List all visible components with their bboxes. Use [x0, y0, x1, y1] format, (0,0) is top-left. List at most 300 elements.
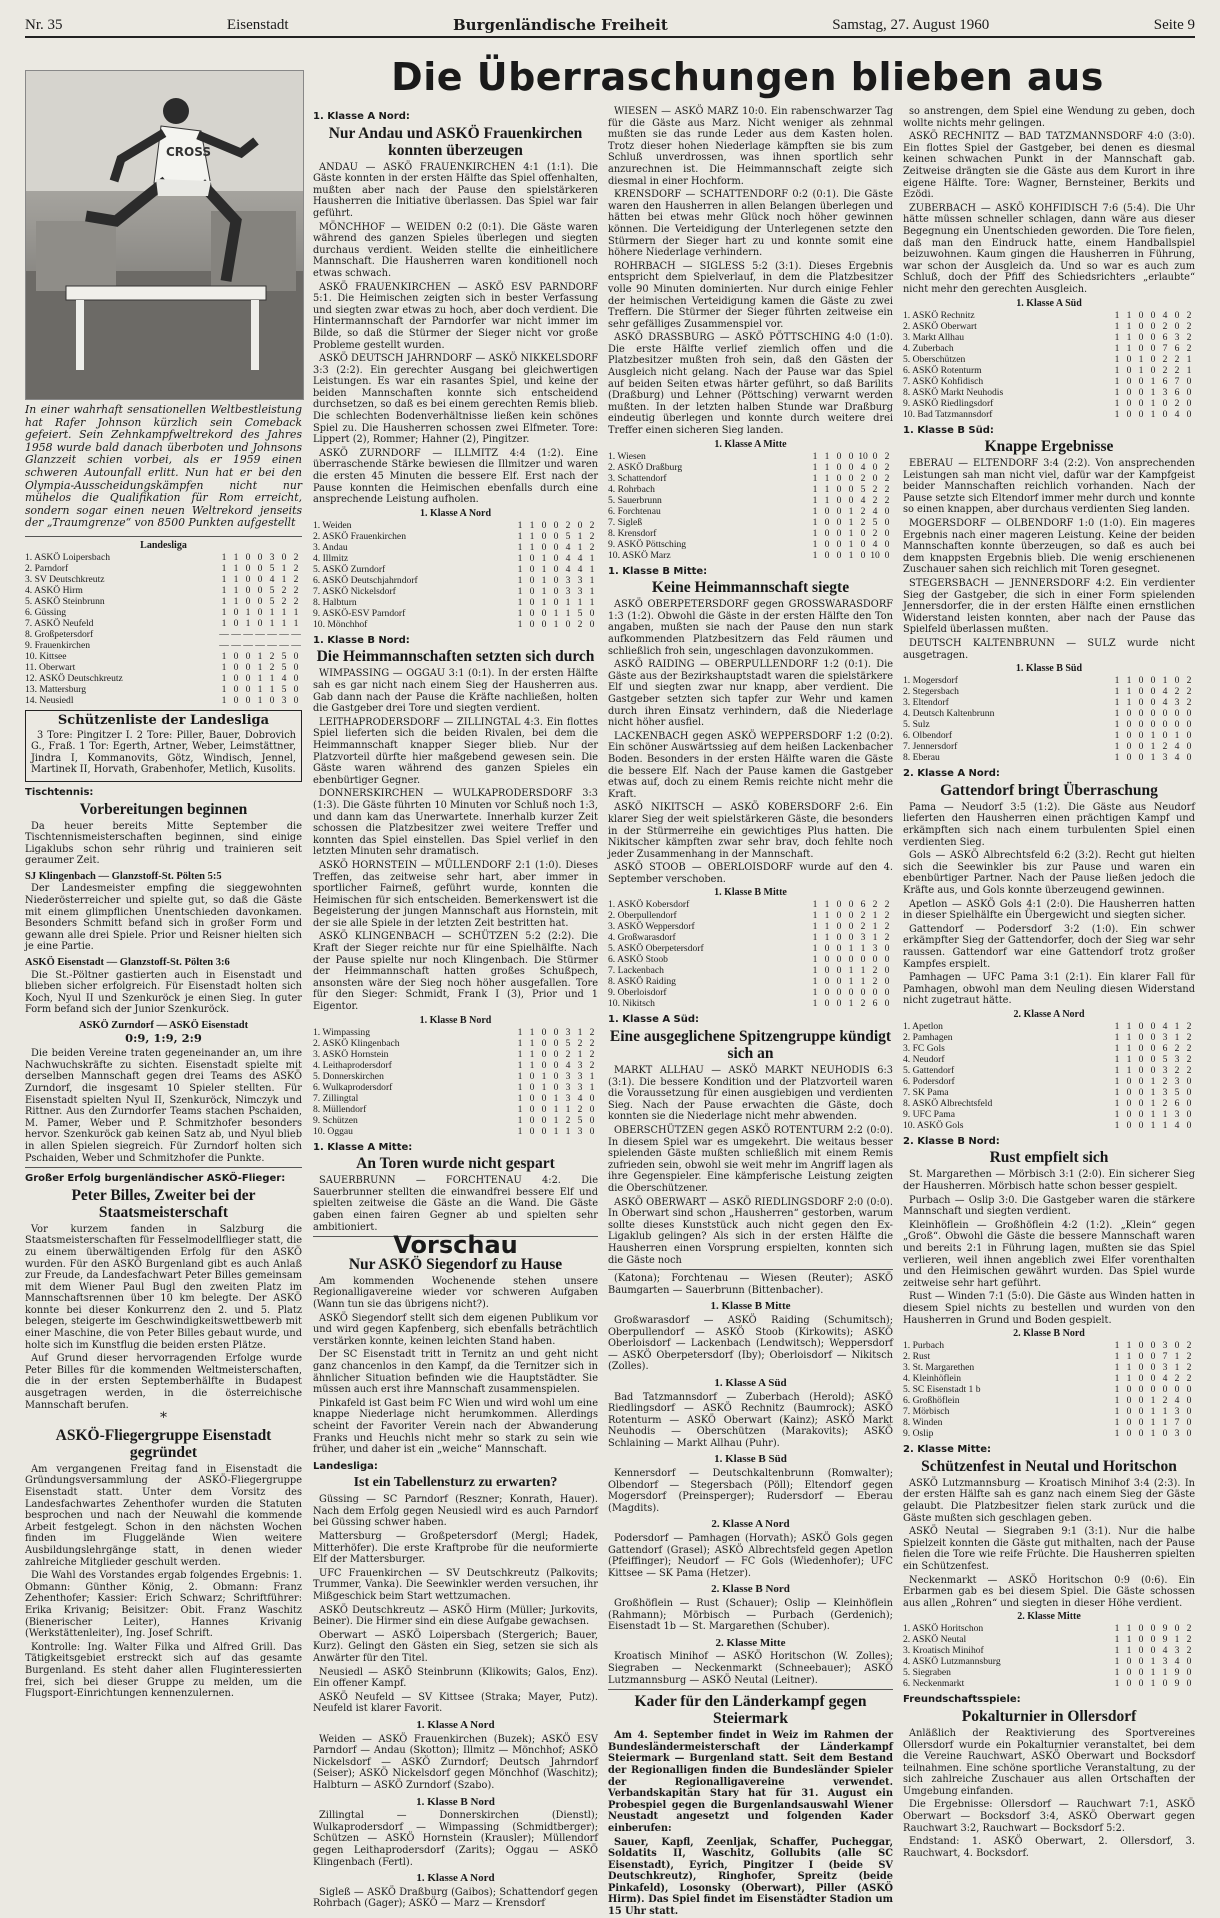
- stat-cell: 4: [1174, 741, 1180, 753]
- stat-cell: 0: [541, 607, 547, 619]
- stat-cell: 0: [860, 954, 866, 966]
- stat-cell: 0: [884, 505, 890, 517]
- article-text: MOGERSDORF — OLBENDORF 1:0 (1:0). Ein mageres Ergebnis nach einer mageren Leistung. Keine der beiden Mannschaften konnte überzeugen, so daß es auch bei dem knappsten Ergebnis blieb. Die wenig erschienenen Zuschauer sahen sich reichlich mit Toren gesegnet.: [903, 518, 1195, 576]
- stat-cell: 0: [293, 683, 299, 695]
- stat-cell: 3: [577, 1070, 583, 1082]
- stat-cell: 3: [1174, 1108, 1180, 1120]
- stat-cell: 1: [1114, 752, 1120, 764]
- stat-cell: 1: [529, 541, 535, 553]
- stat-cell: 5: [872, 516, 878, 528]
- stat-cell: 1: [1174, 1634, 1180, 1646]
- stat-cell: 2: [1162, 1395, 1168, 1407]
- stat-cell: 4: [577, 563, 583, 575]
- stat-cell: 0: [836, 538, 842, 550]
- stat-cell: 1: [517, 1059, 523, 1071]
- table-row: [608, 932, 893, 943]
- stat-cell: 0: [553, 596, 559, 608]
- column-4: [903, 106, 1195, 1859]
- stat-cell: 0: [824, 505, 830, 517]
- article-text: ASKÖ HORNSTEIN — MÜLLENDORF 2:1 (1:0). Dieses Treffen, das zeitweise sehr hart, aber immer in sportlicher Fairneß, geführt wurde, konnten die Heimischen für sich entscheiden. Bemerkenswert ist die Begeisterung der jungen Mannschaft aus Hornstein, mit der sie alle Spiele in der letzten Zeit bestritten hat.: [313, 859, 598, 929]
- stat-cell: 0: [824, 549, 830, 561]
- stat-cell: 2: [1162, 741, 1168, 753]
- article-text: WIESEN — ASKÖ MARZ 10:0. Ein rabenschwarzer Tag für die Gäste aus Marz. Nicht weniger als zehnmal mußten sie das runde Leder aus dem Kasten holen. Trotz dieser hohen Niederlage kämpften sie bis zum Schluß unverdrossen, was ihnen sportlich sehr anzurechnen ist. Die Heimmannschaft zeigte sich diesmal in einer Hochform.: [608, 106, 893, 187]
- team-name: 2. Rust: [903, 1351, 931, 1363]
- stat-cell: 3: [577, 574, 583, 586]
- stat-cell: 6: [1174, 386, 1180, 398]
- article-text: ASKÖ DRASSBURG — ASKÖ PÖTTSCHING 4:0 (1:0). Die erste Hälfte verlief ziemlich offen und die Platzbesitzer mußten froh sein, daß den Gästen der Ausgleich nicht gelang. Nach der Pause war das Spiel auf beiden Seiten etwas härter geführt, so daß Barilits (Draßburg) und Lehner (Pöttsching) verwarnt werden mußten. In der letzten halben Stunde war Draßburg eindeutig überlegen und konnte durch weitere drei Treffer einen sicheren Sieg landen.: [608, 332, 893, 437]
- stat-cell: 1: [541, 585, 547, 597]
- stat-cell: 4: [1162, 309, 1168, 321]
- table-row: [903, 1054, 1195, 1065]
- stat-cell: 3: [269, 551, 275, 563]
- table-row: [608, 495, 893, 506]
- stat-cell: 1: [1114, 1634, 1120, 1646]
- stat-cell: 2: [281, 595, 287, 607]
- stat-cell: 0: [529, 1103, 535, 1115]
- issue-date: Samstag, 27. August 1960: [832, 17, 990, 33]
- table-row: [903, 741, 1195, 752]
- table-klasse-b-sued: [903, 663, 1195, 763]
- stat-cell: 0: [1186, 1417, 1192, 1429]
- table-row: [903, 1032, 1195, 1043]
- stat-cell: 0: [1126, 1395, 1132, 1407]
- stat-cell: 1: [517, 563, 523, 575]
- team-name: 12. ASKÖ Deutschkreutz: [25, 672, 123, 684]
- stat-cell: 0: [1126, 1406, 1132, 1418]
- stat-cell: 5: [577, 607, 583, 619]
- stat-cell: 1: [221, 617, 227, 629]
- stat-cell: 1: [1150, 408, 1156, 420]
- stat-cell: 0: [529, 1092, 535, 1104]
- stat-cell: 0: [245, 661, 251, 673]
- team-name: 10. ASKÖ Marz: [608, 549, 671, 561]
- stat-cell: 0: [836, 899, 842, 911]
- stat-cell: 0: [884, 538, 890, 550]
- stat-cell: 0: [1126, 353, 1132, 365]
- stat-cell: 1: [1114, 1645, 1120, 1657]
- table-row: [313, 564, 598, 575]
- article-heading: An Toren wurde nicht gespart: [356, 1155, 555, 1173]
- stat-cell: 0: [1186, 752, 1192, 764]
- stat-cell: 0: [553, 519, 559, 531]
- article-text: Kontrolle: Ing. Walter Filka und Alfred Grill. Das Tätigkeitsgebiet erstreckt sich auf das gesamte Burgenland. Es steht daher allen Fluginteressierten frei, sich bei dieser Gruppe zu melden, um die Flugsport-Einrichtungen kennenzulernen.: [25, 1641, 302, 1700]
- team-name: 7. Jennersdorf: [903, 741, 958, 753]
- stat-cell: 1: [1126, 1623, 1132, 1635]
- stat-cell: 3: [1162, 1362, 1168, 1374]
- team-name: 4. Rohrbach: [608, 483, 655, 495]
- stat-cell: 0: [1138, 1417, 1144, 1429]
- stat-cell: 1: [1126, 697, 1132, 709]
- team-name: 5. Sulz: [903, 719, 930, 731]
- stat-cell: 1: [1174, 1362, 1180, 1374]
- stat-cell: 9: [1162, 1634, 1168, 1646]
- stat-cell: 0: [553, 1081, 559, 1093]
- stat-cell: 1: [517, 541, 523, 553]
- stat-cell: 2: [293, 551, 299, 563]
- stat-cell: 0: [1150, 1340, 1156, 1352]
- article-text: Podersdorf — Pamhagen (Horvath); ASKÖ Gols gegen Gattendorf (Grasel); ASKÖ Albrechtsfeld gegen Apetlon (Pfeiffinger); Neudorf — FC Gols (Wiedenhofer); UFC Kittsee — SK Pama (Hetzer).: [608, 1533, 893, 1579]
- column-2: [313, 106, 598, 1910]
- stat-cell: 1: [541, 1070, 547, 1082]
- stat-cell: 1: [1150, 1667, 1156, 1679]
- team-name: 1. Wiesen: [608, 450, 646, 462]
- stat-cell: 0: [1150, 708, 1156, 720]
- stat-cell: 2: [589, 519, 595, 531]
- table-row: [903, 365, 1195, 376]
- stat-cell: 0: [1138, 1119, 1144, 1131]
- stat-cell: 5: [269, 584, 275, 596]
- stat-cell: 3: [1162, 1086, 1168, 1098]
- stat-cell: 0: [553, 574, 559, 586]
- article-text: Großwarasdorf — ASKÖ Raiding (Schumitsch); Oberpullendorf — ASKÖ Stoob (Kirkowits); ASKÖ Oberloisdorf — Lackenbach (Lendwitsch); Weppersdorf — ASKÖ Oberpetersdorf (Iby); Oberloisdorf — Nikitsch (Zolles).: [608, 1314, 893, 1373]
- team-name: 8. Winden: [903, 1417, 943, 1429]
- table-row: [313, 542, 598, 553]
- stat-cell: 0: [836, 494, 842, 506]
- stat-cell: 1: [517, 530, 523, 542]
- article-text: Kleinhöflein — Großhöflein 4:2 (1:2). „Klein“ gegen „Groß“. Obwohl die Gäste die bessere Mannschaft waren und bereits 2:1 in Führung lagen, mußten sie das Spiel verlieren, weil ihnen angeblich zwei Elfer vorenthalten und den Heimischen gewährt wurden. Das Spiel wurde zeitweise sehr hart geführt.: [903, 1219, 1195, 1289]
- stat-cell: 0: [1126, 741, 1132, 753]
- table-title: 2. Klasse Mitte: [1017, 1611, 1081, 1623]
- stat-cell: 0: [1162, 730, 1168, 742]
- section-label: 2. Klasse B Nord:: [903, 1135, 1000, 1147]
- stat-cell: 0: [836, 976, 842, 988]
- stat-cell: 2: [293, 562, 299, 574]
- table-row: [903, 1384, 1195, 1395]
- stat-cell: 1: [824, 899, 830, 911]
- stat-cell: 0: [1126, 1075, 1132, 1087]
- article-text: ASKÖ Neufeld — SV Kittsee (Straka; Mayer, Putz). Neufeld ist klarer Favorit.: [313, 1691, 598, 1715]
- stat-cell: 0: [1138, 752, 1144, 764]
- stat-cell: 0: [884, 954, 890, 966]
- stat-cell: —: [267, 628, 277, 640]
- stat-cell: 1: [1114, 708, 1120, 720]
- stat-cell: 0: [1126, 752, 1132, 764]
- stat-cell: 0: [872, 472, 878, 484]
- team-name: 1. ASKÖ Kobersdorf: [608, 899, 690, 911]
- stat-cell: 4: [565, 552, 571, 564]
- stat-cell: 0: [1150, 1020, 1156, 1032]
- preview-group-title: 1. Klasse B Süd: [714, 1453, 787, 1466]
- stat-cell: 1: [1150, 1097, 1156, 1109]
- article-heading: Pokalturnier in Ollersdorf: [961, 1707, 1137, 1725]
- team-name: 8. Krensdorf: [608, 527, 657, 539]
- stat-cell: 0: [541, 1048, 547, 1060]
- stat-cell: 2: [1174, 1042, 1180, 1054]
- stat-cell: 0: [1150, 1064, 1156, 1076]
- preview-group-title: 2. Klasse Mitte: [715, 1636, 786, 1649]
- stat-cell: 0: [541, 1059, 547, 1071]
- section-label: 2. Klasse Mitte:: [903, 1444, 992, 1456]
- stat-cell: 0: [553, 541, 559, 553]
- stat-cell: 0: [884, 516, 890, 528]
- stat-cell: 0: [245, 584, 251, 596]
- stat-cell: 0: [860, 549, 866, 561]
- stat-cell: 4: [1174, 1656, 1180, 1668]
- stat-cell: 0: [541, 541, 547, 553]
- stat-cell: 9: [1174, 1678, 1180, 1690]
- stat-cell: 0: [884, 965, 890, 977]
- team-name: 2. Oberpullendorf: [608, 910, 677, 922]
- stat-cell: 0: [848, 494, 854, 506]
- stat-cell: 1: [281, 606, 287, 618]
- table-row: [903, 1351, 1195, 1362]
- stat-cell: 1: [541, 1081, 547, 1093]
- article-heading: Peter Billes, Zweiter bei der Staatsmeisterschaft: [71, 1186, 256, 1221]
- stat-cell: 0: [541, 1103, 547, 1115]
- stat-cell: 2: [589, 1037, 595, 1049]
- stat-cell: 0: [541, 1037, 547, 1049]
- team-name: 5. Oberschützen: [903, 353, 966, 365]
- stat-cell: 3: [1162, 1031, 1168, 1043]
- stat-cell: 0: [1150, 1031, 1156, 1043]
- stat-cell: 0: [848, 921, 854, 933]
- team-name: 4. ASKÖ Lutzmannsburg: [903, 1656, 1001, 1668]
- stat-cell: 1: [812, 483, 818, 495]
- stat-cell: 1: [848, 549, 854, 561]
- stat-cell: 1: [1174, 1031, 1180, 1043]
- stat-cell: 1: [1126, 1351, 1132, 1363]
- team-name: 4. Neudorf: [903, 1053, 945, 1065]
- stat-cell: 0: [257, 595, 263, 607]
- table-row: [608, 462, 893, 473]
- article-text: LEITHAPRODERSDORF — ZILLINGTAL 4:3. Ein flottes Spiel lieferten sich die beiden Rivalen, bei dem die Heimmannschaft knapper Sieger blieb. Nur der Platzvorteil dürfte hier maßgebend gewesen sein. Die Gäste waren während des ganzen Spieles ein ebenbürtiger Gegner.: [313, 716, 598, 786]
- stat-cell: 2: [884, 910, 890, 922]
- stat-cell: 0: [1138, 1667, 1144, 1679]
- stat-cell: 1: [848, 943, 854, 955]
- table-row: [903, 1623, 1195, 1634]
- stat-cell: 3: [872, 943, 878, 955]
- stat-cell: 1: [589, 596, 595, 608]
- stat-cell: 2: [1162, 1075, 1168, 1087]
- stat-cell: 4: [1174, 752, 1180, 764]
- stat-cell: 1: [1114, 1384, 1120, 1396]
- team-name: 6. Podersdorf: [903, 1075, 955, 1087]
- stat-cell: 3: [565, 1026, 571, 1038]
- stat-cell: 2: [589, 1059, 595, 1071]
- stat-cell: 9: [1162, 1623, 1168, 1635]
- table-row: [25, 585, 302, 596]
- team-name: 9. Oslip: [903, 1428, 934, 1440]
- stat-cell: 0: [1186, 1656, 1192, 1668]
- stat-cell: 1: [1126, 1020, 1132, 1032]
- preview-group-title: 1. Klasse A Nord: [416, 1718, 495, 1731]
- article-text: ASKÖ OBERWART — ASKÖ RIEDLINGSDORF 2:0 (0:0). In Oberwart sind schon „Hausherren“ gestorben, warum sollte dieses Kunststück auch nicht gegen den Ex-Ligaklub gelingen? Als sich in der ersten Hälfte die Hausherren einen Vorsprung erspielten, konnten sich die Gäste noch: [608, 1196, 893, 1266]
- article-text: Mattersburg — Großpetersdorf (Mergl; Hadek, Mitterhöfer). Die erste Kraftprobe für die neuformierte Elf der Mattersburger.: [313, 1531, 598, 1566]
- stat-cell: 0: [884, 987, 890, 999]
- stat-cell: 2: [1186, 686, 1192, 698]
- table-row: [313, 553, 598, 564]
- stat-cell: 0: [1126, 1667, 1132, 1679]
- article-text: ASKÖ Neutal — Siegraben 9:1 (3:1). Nur die halbe Spielzeit konnten die Gäste gut mithalten, nach der Pause fielen die Tore wie reife Früchte. Die Hausherren spielten ein Schützenfest.: [903, 1526, 1195, 1572]
- team-name: 7. SK Pama: [903, 1086, 949, 1098]
- article-text: ASKÖ ZURNDORF — ILLMITZ 4:4 (1:2). Eine überraschende Stärke bewiesen die Illmitzer und waren die ersten 45 Minuten die bessere Elf. Erst nach der Pause konnten die Heimischen ebenfalls durch eine ansprechende Leistung aufholen.: [313, 447, 598, 506]
- stat-cell: 0: [529, 1070, 535, 1082]
- stat-cell: 1: [565, 607, 571, 619]
- stat-cell: 1: [517, 1070, 523, 1082]
- stat-cell: —: [291, 628, 301, 640]
- stat-cell: 4: [269, 573, 275, 585]
- stat-cell: 2: [884, 932, 890, 944]
- stat-cell: 1: [565, 1103, 571, 1115]
- stat-cell: 1: [541, 563, 547, 575]
- town: Eisenstadt: [226, 17, 289, 33]
- stat-cell: 1: [553, 1103, 559, 1115]
- stat-cell: 0: [245, 562, 251, 574]
- article-text: Der SC Eisenstadt tritt in Ternitz an und geht nicht ganz chancenlos in den Kampf, da die Ternitzer sich in ähnlicher Situation befinden wie die Hauptstädter. Sie müssen auch erst ihre Mannschaft zusammenspielen.: [313, 1349, 598, 1396]
- table-row: [313, 1126, 598, 1137]
- stat-cell: 1: [589, 1081, 595, 1093]
- team-name: 1. ASKÖ Horitschon: [903, 1623, 984, 1635]
- stat-cell: 1: [1114, 741, 1120, 753]
- stat-cell: 1: [1114, 1406, 1120, 1418]
- stat-cell: 0: [1150, 719, 1156, 731]
- article-text: UFC Frauenkirchen — SV Deutschkreutz (Palkovits; Trummer, Vanka). Die Seewinkler werden versuchen, ihr Mißgeschick beim Start wettzumachen.: [313, 1567, 598, 1603]
- stat-cell: 1: [221, 573, 227, 585]
- stat-cell: 1: [1114, 686, 1120, 698]
- team-name: 6. Olbendorf: [903, 730, 953, 742]
- stat-cell: 1: [812, 538, 818, 550]
- stat-cell: 1: [1126, 686, 1132, 698]
- stat-cell: 1: [589, 585, 595, 597]
- team-name: 6. Neckenmarkt: [903, 1678, 965, 1690]
- stat-cell: 0: [1138, 1634, 1144, 1646]
- stat-cell: 4: [872, 505, 878, 517]
- stat-cell: 0: [589, 1092, 595, 1104]
- stat-cell: 1: [1162, 1119, 1168, 1131]
- article-text: Kroatisch Minihof — ASKÖ Horitschon (W. Zolles); Siegraben — Neckenmarkt (Schneebauer); ASKÖ Lutzmannsburg — ASKÖ Neutal (Leitner).: [608, 1651, 893, 1686]
- stat-cell: 1: [812, 472, 818, 484]
- stat-cell: 5: [565, 530, 571, 542]
- stat-cell: 0: [1138, 386, 1144, 398]
- divider: [608, 1689, 893, 1690]
- stat-cell: 0: [529, 574, 535, 586]
- stat-cell: 1: [553, 618, 559, 630]
- stat-cell: 0: [1126, 364, 1132, 376]
- issue-number: Nr. 35: [25, 17, 63, 33]
- stat-cell: 4: [1162, 1020, 1168, 1032]
- team-name: 6. ASKÖ Deutschjahrndorf: [313, 574, 418, 586]
- stat-cell: 0: [257, 551, 263, 563]
- stat-cell: 2: [589, 1048, 595, 1060]
- stat-cell: 0: [1138, 309, 1144, 321]
- stat-cell: 0: [884, 976, 890, 988]
- stat-cell: 1: [1114, 1623, 1120, 1635]
- stat-cell: 0: [848, 483, 854, 495]
- team-name: 5. SC Eisenstadt 1 b: [903, 1384, 981, 1396]
- stat-cell: 1: [245, 617, 251, 629]
- stat-cell: 2: [1186, 1064, 1192, 1076]
- stat-cell: 0: [1138, 1362, 1144, 1374]
- stat-cell: 0: [884, 527, 890, 539]
- stat-cell: 2: [860, 472, 866, 484]
- stat-cell: 1: [257, 694, 263, 706]
- stat-cell: 2: [1186, 309, 1192, 321]
- stat-cell: 0: [293, 650, 299, 662]
- table-row: [903, 354, 1195, 365]
- stat-cell: 1: [529, 1059, 535, 1071]
- stat-cell: 0: [1150, 1634, 1156, 1646]
- stat-cell: 0: [1138, 1031, 1144, 1043]
- stat-cell: 0: [233, 672, 239, 684]
- stat-cell: 0: [836, 954, 842, 966]
- stat-cell: 2: [860, 998, 866, 1010]
- stat-cell: 1: [517, 1048, 523, 1060]
- table-row: [313, 1104, 598, 1115]
- stat-cell: 2: [577, 1037, 583, 1049]
- stat-cell: 0: [848, 932, 854, 944]
- stat-cell: 1: [824, 932, 830, 944]
- stat-cell: 0: [1138, 730, 1144, 742]
- stat-cell: 0: [1186, 1086, 1192, 1098]
- stat-cell: 0: [529, 1114, 535, 1126]
- stat-cell: 2: [860, 505, 866, 517]
- table-row: [903, 387, 1195, 398]
- table-row: [903, 730, 1195, 741]
- team-name: 8. Großpetersdorf: [25, 628, 94, 640]
- table-row: [903, 1395, 1195, 1406]
- stat-cell: 6: [860, 899, 866, 911]
- stat-cell: 0: [824, 527, 830, 539]
- stat-cell: 7: [1174, 1417, 1180, 1429]
- stat-cell: 2: [1174, 353, 1180, 365]
- stat-cell: 0: [1150, 1362, 1156, 1374]
- stat-cell: 0: [836, 965, 842, 977]
- stat-cell: 2: [1186, 675, 1192, 687]
- stat-cell: 1: [529, 1026, 535, 1038]
- stat-cell: 0: [1162, 1384, 1168, 1396]
- stat-cell: 2: [565, 519, 571, 531]
- table-row: [25, 695, 302, 706]
- table-row: [903, 1656, 1195, 1667]
- team-name: 5. ASKÖ Steinbrunn: [25, 595, 105, 607]
- table-row: [903, 1428, 1195, 1439]
- table-row: [25, 629, 302, 640]
- table-row: [608, 998, 893, 1009]
- stat-cell: —: [267, 639, 277, 651]
- stat-cell: 6: [1162, 1042, 1168, 1054]
- stat-cell: 0: [848, 472, 854, 484]
- stat-cell: 0: [1138, 1053, 1144, 1065]
- table-row: [608, 965, 893, 976]
- article-text: Bad Tatzmannsdorf — Zuberbach (Herold); ASKÖ Riedlingsdorf — ASKÖ Rechnitz (Baumrock); ASKÖ Rotenturm — ASKÖ Oberwart (Kainz); ASKÖ Markt Neuhodis — Oberschützen (Marakovits); ASKÖ Schlaining — Markt Allhau (Puhr).: [608, 1391, 893, 1449]
- stat-cell: 1: [1126, 1362, 1132, 1374]
- stat-cell: 2: [884, 899, 890, 911]
- team-name: 3. Markt Allhau: [903, 331, 965, 343]
- article-text: ASKÖ Siegendorf stellt sich dem eigenen Publikum vor und wird gegen Kapfenberg, sich ebenfalls beträchtlich verstärken konnte, keinen leichten Stand haben.: [313, 1312, 598, 1347]
- stat-cell: 0: [1138, 375, 1144, 387]
- stat-cell: 0: [541, 530, 547, 542]
- stat-cell: 0: [1138, 1042, 1144, 1054]
- stat-cell: 1: [1138, 353, 1144, 365]
- stat-cell: 1: [824, 910, 830, 922]
- table-row: [903, 1076, 1195, 1087]
- article-text: Sigleß — ASKÖ Draßburg (Gaibos); Schattendorf gegen Rohrbach (Gager); ASKÖ — Marz — Krensdorf: [313, 1886, 598, 1910]
- stat-cell: 0: [529, 585, 535, 597]
- stat-cell: 0: [836, 921, 842, 933]
- stat-cell: 0: [245, 694, 251, 706]
- stat-cell: 0: [848, 899, 854, 911]
- stat-cell: 9: [1174, 1667, 1180, 1679]
- stat-cell: 0: [1138, 1340, 1144, 1352]
- team-name: 1. Weiden: [313, 519, 352, 531]
- stat-cell: 2: [1186, 1623, 1192, 1635]
- stat-cell: 1: [1150, 1119, 1156, 1131]
- stat-cell: 1: [1114, 1362, 1120, 1374]
- stat-cell: 0: [281, 551, 287, 563]
- stat-cell: 3: [577, 585, 583, 597]
- stat-cell: 0: [872, 954, 878, 966]
- stat-cell: 1: [812, 505, 818, 517]
